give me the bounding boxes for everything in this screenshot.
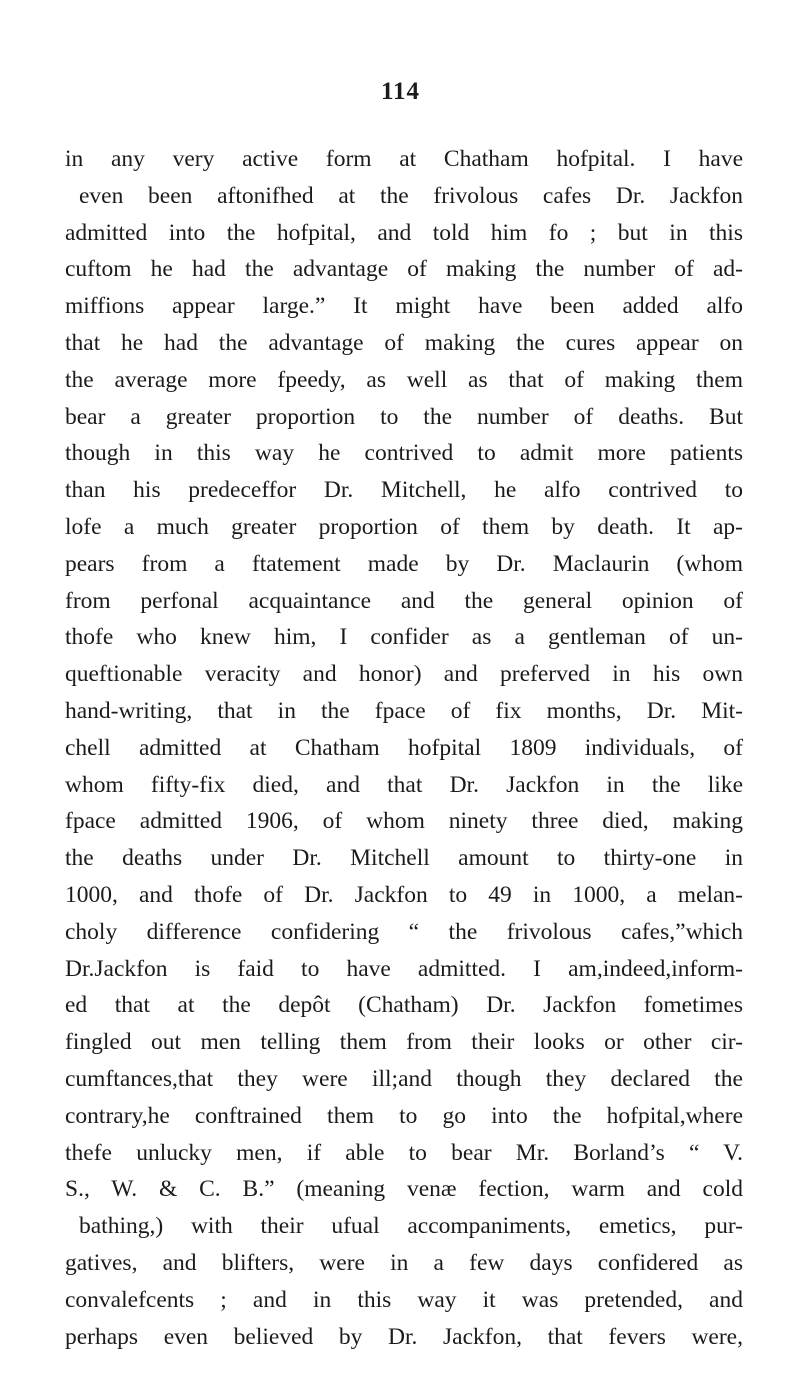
text-line: convalefcents ; and in this way it was pretended, and xyxy=(65,1286,743,1313)
text-line: contrary,he conftrained them to go into the hofpital,where xyxy=(65,1102,743,1129)
text-line: in any very active form at Chatham hofpital. I have xyxy=(65,146,743,172)
text-line: S., W. & C. B.” (meaning venæ fection, warm and cold xyxy=(65,1176,743,1203)
text-line: 1000, and thofe of Dr. Jackfon to 49 in 1000, a melan- xyxy=(65,881,743,908)
text-line: whom fifty-fix died, and that Dr. Jackfon in the like xyxy=(65,771,743,798)
text-line: queftionable veracity and honor) and preferved in his own xyxy=(65,661,743,688)
text-line: perhaps even believed by Dr. Jackfon, that fevers were, xyxy=(65,1323,743,1350)
text-line: the average more fpeedy, as well as that of making them xyxy=(65,366,743,393)
text-line: admitted into the hofpital, and told him fo ; but in this xyxy=(65,219,743,246)
text-line: chell admitted at Chatham hofpital 1809 individuals, of xyxy=(65,734,743,761)
text-line: pears from a ftatement made by Dr. Maclaurin (whom xyxy=(65,550,743,577)
text-line: Dr.Jackfon is faid to have admitted. I am,indeed,inform- xyxy=(65,955,743,982)
text-line: thofe who knew him, I confider as a gentleman of un- xyxy=(65,624,743,651)
text-line: miffions appear large.” It might have been added alfo xyxy=(65,293,743,320)
text-line: choly difference confidering “ the frivolous cafes,”which xyxy=(65,918,743,945)
text-line: from perfonal acquaintance and the general opinion of xyxy=(65,587,743,614)
text-line: bathing,) with their ufual accompaniments, emetics, pur- xyxy=(79,1213,743,1240)
text-line: though in this way he contrived to admit more patients xyxy=(65,440,743,467)
text-line: ed that at the depôt (Chatham) Dr. Jackfon fometimes xyxy=(65,992,743,1019)
text-line: bear a greater proportion to the number of deaths. But xyxy=(65,403,743,430)
text-line: cuftom he had the advantage of making the number of ad- xyxy=(65,256,743,283)
text-line: cumftances,that they were ill;and though they declared the xyxy=(65,1065,743,1092)
body-text xyxy=(65,141,743,1355)
text-line: that he had the advantage of making the cures appear on xyxy=(65,329,743,356)
text-line: lofe a much greater proportion of them by death. It ap- xyxy=(65,513,743,540)
text-line: gatives, and blifters, were in a few days confidered as xyxy=(65,1249,743,1276)
page-number: 114 xyxy=(380,78,421,105)
text-line: even been aftonifhed at the frivolous cafes Dr. Jackfon xyxy=(79,182,743,209)
text-line: hand-writing, that in the fpace of fix months, Dr. Mit- xyxy=(65,697,743,724)
text-line: thefe unlucky men, if able to bear Mr. Borland’s “ V. xyxy=(65,1139,743,1166)
text-line: than his predeceffor Dr. Mitchell, he alfo contrived to xyxy=(65,477,743,504)
text-line: fingled out men telling them from their looks or other cir- xyxy=(65,1029,743,1056)
text-line: fpace admitted 1906, of whom ninety three died, making xyxy=(65,808,743,835)
text-line: the deaths under Dr. Mitchell amount to thirty-one in xyxy=(65,845,743,872)
